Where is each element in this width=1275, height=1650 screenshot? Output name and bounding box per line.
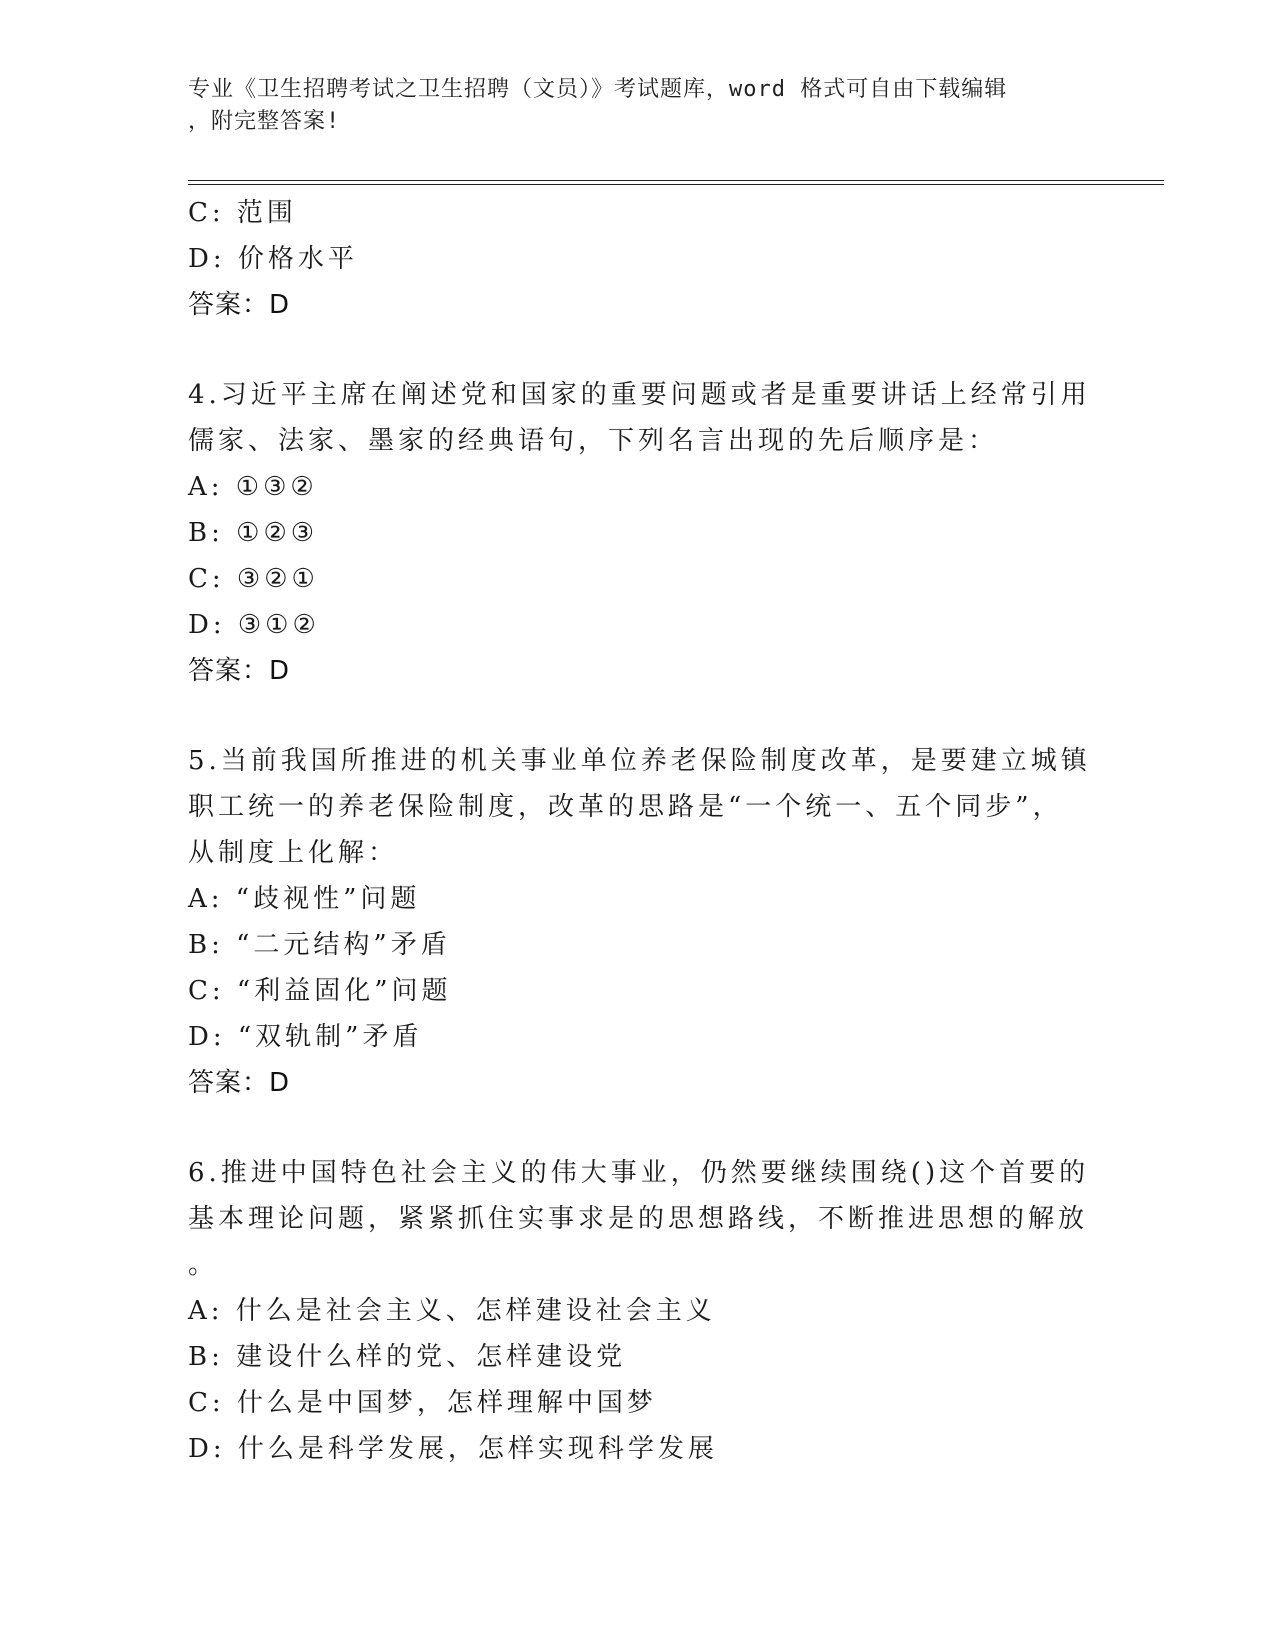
option-b: B: “二元结构”矛盾 <box>188 930 451 960</box>
answer-line: 答案：D <box>188 656 291 686</box>
header-line-2: ，附完整答案! <box>188 109 341 134</box>
option-a: A: ①③② <box>188 472 318 502</box>
spacer <box>188 328 1088 372</box>
option-d: D: 什么是科学发展，怎样实现科学发展 <box>188 1434 718 1464</box>
question-4 <box>188 372 1091 694</box>
option-d: D: “双轨制”矛盾 <box>188 1022 423 1052</box>
question-5 <box>188 738 1091 1106</box>
question-stem-line: 5.当前我国所推进的机关事业单位养老保险制度改革，是要建立城镇 <box>188 746 1091 776</box>
header-divider-bottom <box>188 184 1164 185</box>
question-stem-line: 从制度上化解： <box>188 838 399 868</box>
spacer <box>188 694 1088 738</box>
document-header <box>188 74 1068 138</box>
question-content <box>188 190 1091 1472</box>
option-d: D: ③①② <box>188 610 320 640</box>
option-c: C: 什么是中国梦，怎样理解中国梦 <box>188 1388 657 1418</box>
answer-line: 答案：D <box>188 1068 291 1098</box>
question-3-tail <box>188 190 1088 328</box>
option-c: C: 范围 <box>188 198 297 228</box>
option-a: A: “歧视性”问题 <box>188 884 421 914</box>
answer-line: 答案：D <box>188 290 291 320</box>
header-divider-top <box>188 180 1164 181</box>
option-d: D: 价格水平 <box>188 244 358 274</box>
question-stem-line: 基本理论问题，紧紧抓住实事求是的思想路线，不断推进思想的解放 <box>188 1204 1089 1234</box>
question-6 <box>188 1150 1088 1472</box>
option-b: B: ①②③ <box>188 518 319 548</box>
question-stem-line: 4.习近平主席在阐述党和国家的重要问题或者是重要讲话上经常引用 <box>188 380 1091 410</box>
option-b: B: 建设什么样的党、怎样建设党 <box>188 1342 627 1372</box>
option-c: C: ③②① <box>188 564 319 594</box>
option-a: A: 什么是社会主义、怎样建设社会主义 <box>188 1296 716 1326</box>
question-stem-line: 职工统一的养老保险制度，改革的思路是“一个统一、五个同步”， <box>188 792 1063 822</box>
option-c: C: “利益固化”问题 <box>188 976 452 1006</box>
question-stem-line: 儒家、法家、墨家的经典语句，下列名言出现的先后顺序是： <box>188 426 999 456</box>
question-stem-line: 6.推进中国特色社会主义的伟大事业，仍然要继续围绕()这个首要的 <box>188 1158 1090 1188</box>
spacer <box>188 1106 1088 1150</box>
header-line-1: 专业《卫生招聘考试之卫生招聘（文员）》考试题库，word 格式可自由下载编辑 <box>188 77 1008 102</box>
question-stem-line: 。 <box>188 1250 219 1280</box>
